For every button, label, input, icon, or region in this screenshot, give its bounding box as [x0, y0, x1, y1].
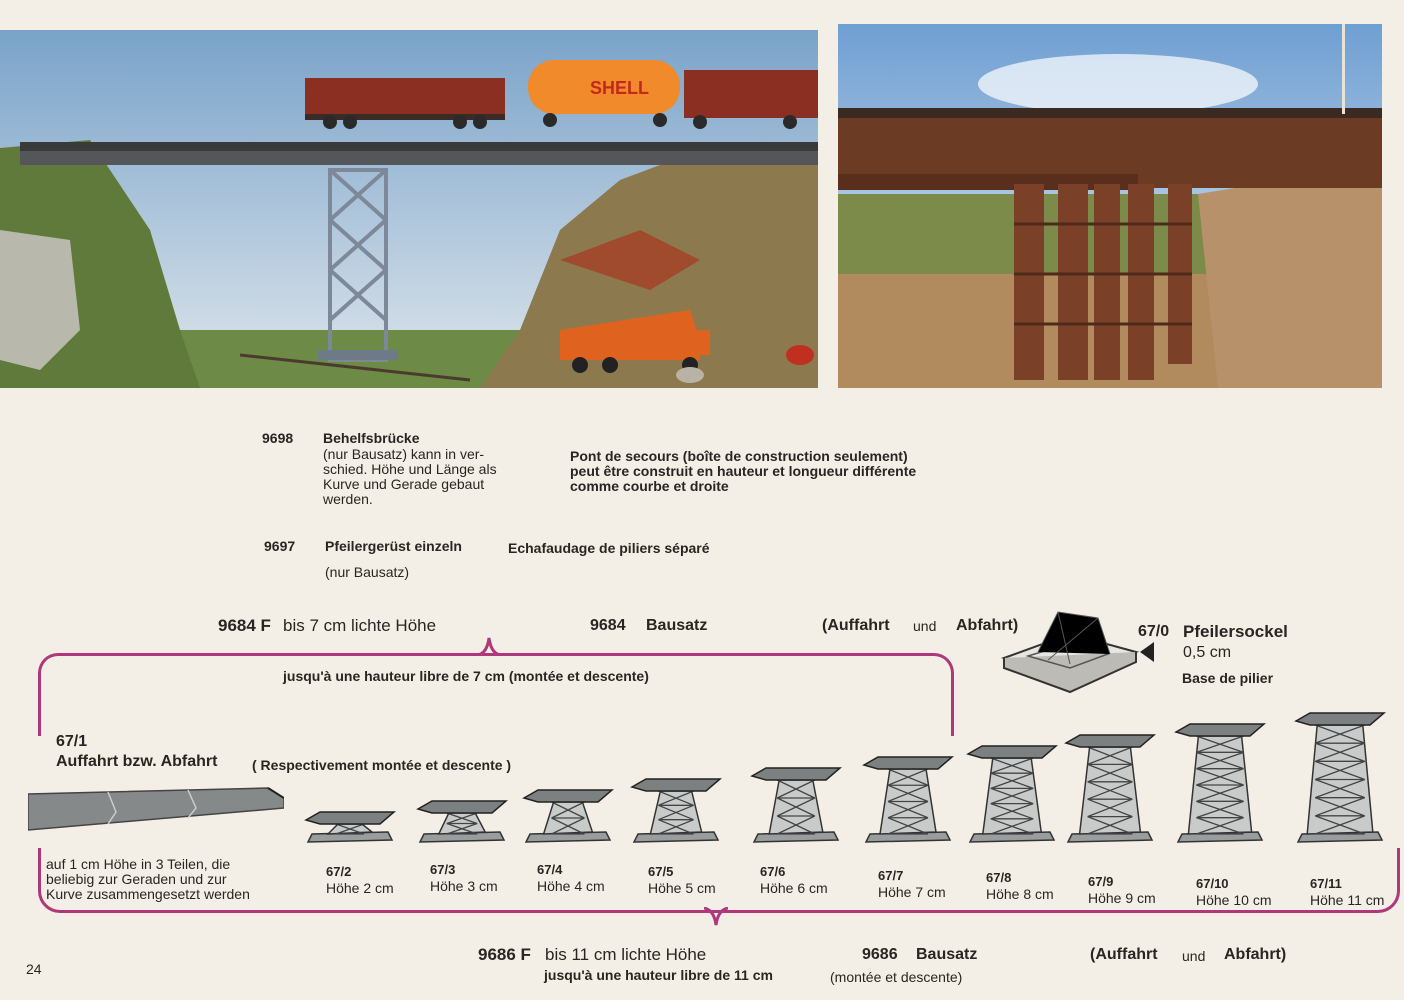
item-desc-67-1-line-3: Kurve zusammengesetzt werden [46, 886, 250, 902]
pier-height: Höhe 6 cm [760, 880, 828, 896]
set-und-9686: und [1182, 948, 1206, 964]
pier-code: 67/6 [760, 864, 786, 879]
pier-code: 67/10 [1196, 876, 1229, 891]
brace-9686 [38, 848, 1400, 913]
item-desc-67-1-line-1: auf 1 cm Höhe in 3 Teilen, die [46, 856, 231, 872]
set-abfahrt-9684: Abfahrt) [956, 617, 1019, 634]
set-auffahrt-9686: (Auffahrt [1090, 946, 1158, 963]
pier-height: Höhe 3 cm [430, 878, 498, 894]
item-code-9697: 9697 [264, 538, 296, 554]
pier-67-3-drawing [418, 801, 506, 842]
pier-height: Höhe 9 cm [1088, 890, 1156, 906]
pier-67-9-drawing [1066, 735, 1154, 842]
item-sub-9697: (nur Bausatz) [325, 564, 410, 580]
shell-logo: SHELL [590, 78, 650, 98]
set-code-9684: 9684 [590, 617, 626, 634]
pier-code: 67/5 [648, 864, 674, 879]
item-fr-67-0: Base de pilier [1182, 670, 1274, 686]
brace-peak-9686 [704, 907, 728, 927]
item-fr-67-1: ( Respectivement montée et descente ) [252, 757, 512, 773]
pier-code: 67/7 [878, 868, 904, 883]
item-name-67-1: Auffahrt bzw. Abfahrt [56, 753, 218, 770]
item-name-67-0: Pfeilersockel [1183, 622, 1288, 641]
pier-code: 67/2 [326, 864, 352, 879]
item-code-67-0: 67/0 [1138, 623, 1170, 640]
pier-code: 67/8 [986, 870, 1012, 885]
item-code-67-1: 67/1 [56, 733, 88, 750]
item-name-9698: Behelfsbrücke [323, 430, 420, 446]
pier-height: Höhe 11 cm [1310, 892, 1385, 908]
pier-code: 67/4 [537, 862, 563, 877]
pier-67-5-drawing [632, 779, 720, 842]
piers-drawings [290, 690, 1400, 850]
pier-67-7-drawing [864, 757, 952, 842]
pier-height: Höhe 10 cm [1196, 892, 1272, 908]
ramp-drawing [28, 782, 284, 842]
brace-peak-9684 [478, 636, 500, 656]
set-fr1-9686: jusqu'à une hauteur libre de 11 cm [544, 967, 773, 983]
pier-code: 67/3 [430, 862, 456, 877]
item-de-line-4: werden. [323, 491, 373, 507]
item-code-9698: 9698 [262, 430, 294, 446]
pier-height: Höhe 5 cm [648, 880, 716, 896]
pier-67-4-drawing [524, 790, 612, 842]
item-fr-line-2: peut être construit en hauteur et longueur différente [570, 463, 917, 479]
pier-height: Höhe 4 cm [537, 878, 605, 894]
set-bausatz-9686: Bausatz [916, 946, 978, 963]
item-name-9697: Pfeilergerüst einzeln [325, 538, 462, 554]
pier-height: Höhe 8 cm [986, 886, 1054, 902]
pier-67-8-drawing [968, 746, 1056, 842]
set-auffahrt-9684: (Auffahrt [822, 617, 890, 634]
set-code-9686: 9686 [862, 946, 898, 963]
set-text-9684f: bis 7 cm lichte Höhe [283, 616, 437, 635]
pier-67-2-drawing [306, 812, 394, 842]
item-de-line-3: Kurve und Gerade gebaut [323, 476, 485, 492]
item-desc-67-1-line-2: beliebig zur Geraden und zur [46, 871, 227, 887]
pier-67-11-drawing [1296, 713, 1384, 842]
model-bridge-photo [0, 30, 818, 388]
item-size-67-0: 0,5 cm [1183, 644, 1232, 661]
set-bausatz-9684: Bausatz [646, 617, 708, 634]
set-text-9686f: bis 11 cm lichte Höhe [545, 945, 707, 964]
set-fr2-9686: (montée et descente) [830, 969, 963, 985]
set-fr-9684: jusqu'à une hauteur libre de 7 cm (montée et descente) [283, 668, 649, 684]
pier-code: 67/9 [1088, 874, 1114, 889]
real-bridge-photo [838, 24, 1382, 388]
item-fr-line-1: Pont de secours (boîte de construction seulement) [570, 448, 908, 464]
set-abfahrt-9686: Abfahrt) [1224, 946, 1287, 963]
pier-code: 67/11 [1310, 876, 1342, 891]
item-fr-line-3: comme courbe et droite [570, 478, 729, 494]
page-number: 24 [26, 961, 42, 977]
set-und-9684: und [913, 618, 937, 634]
set-code-9684f: 9684 F [218, 616, 271, 635]
set-code-9686f: 9686 F [478, 945, 531, 964]
pier-67-10-drawing [1176, 724, 1264, 842]
pier-67-6-drawing [752, 768, 840, 842]
pier-height: Höhe 7 cm [878, 884, 946, 900]
item-de-line-1: (nur Bausatz) kann in ver- [323, 446, 485, 462]
item-de-line-2: schied. Höhe und Länge als [323, 461, 497, 477]
pier-height: Höhe 2 cm [326, 880, 394, 896]
item-fr-9697: Echafaudage de piliers séparé [508, 540, 710, 556]
